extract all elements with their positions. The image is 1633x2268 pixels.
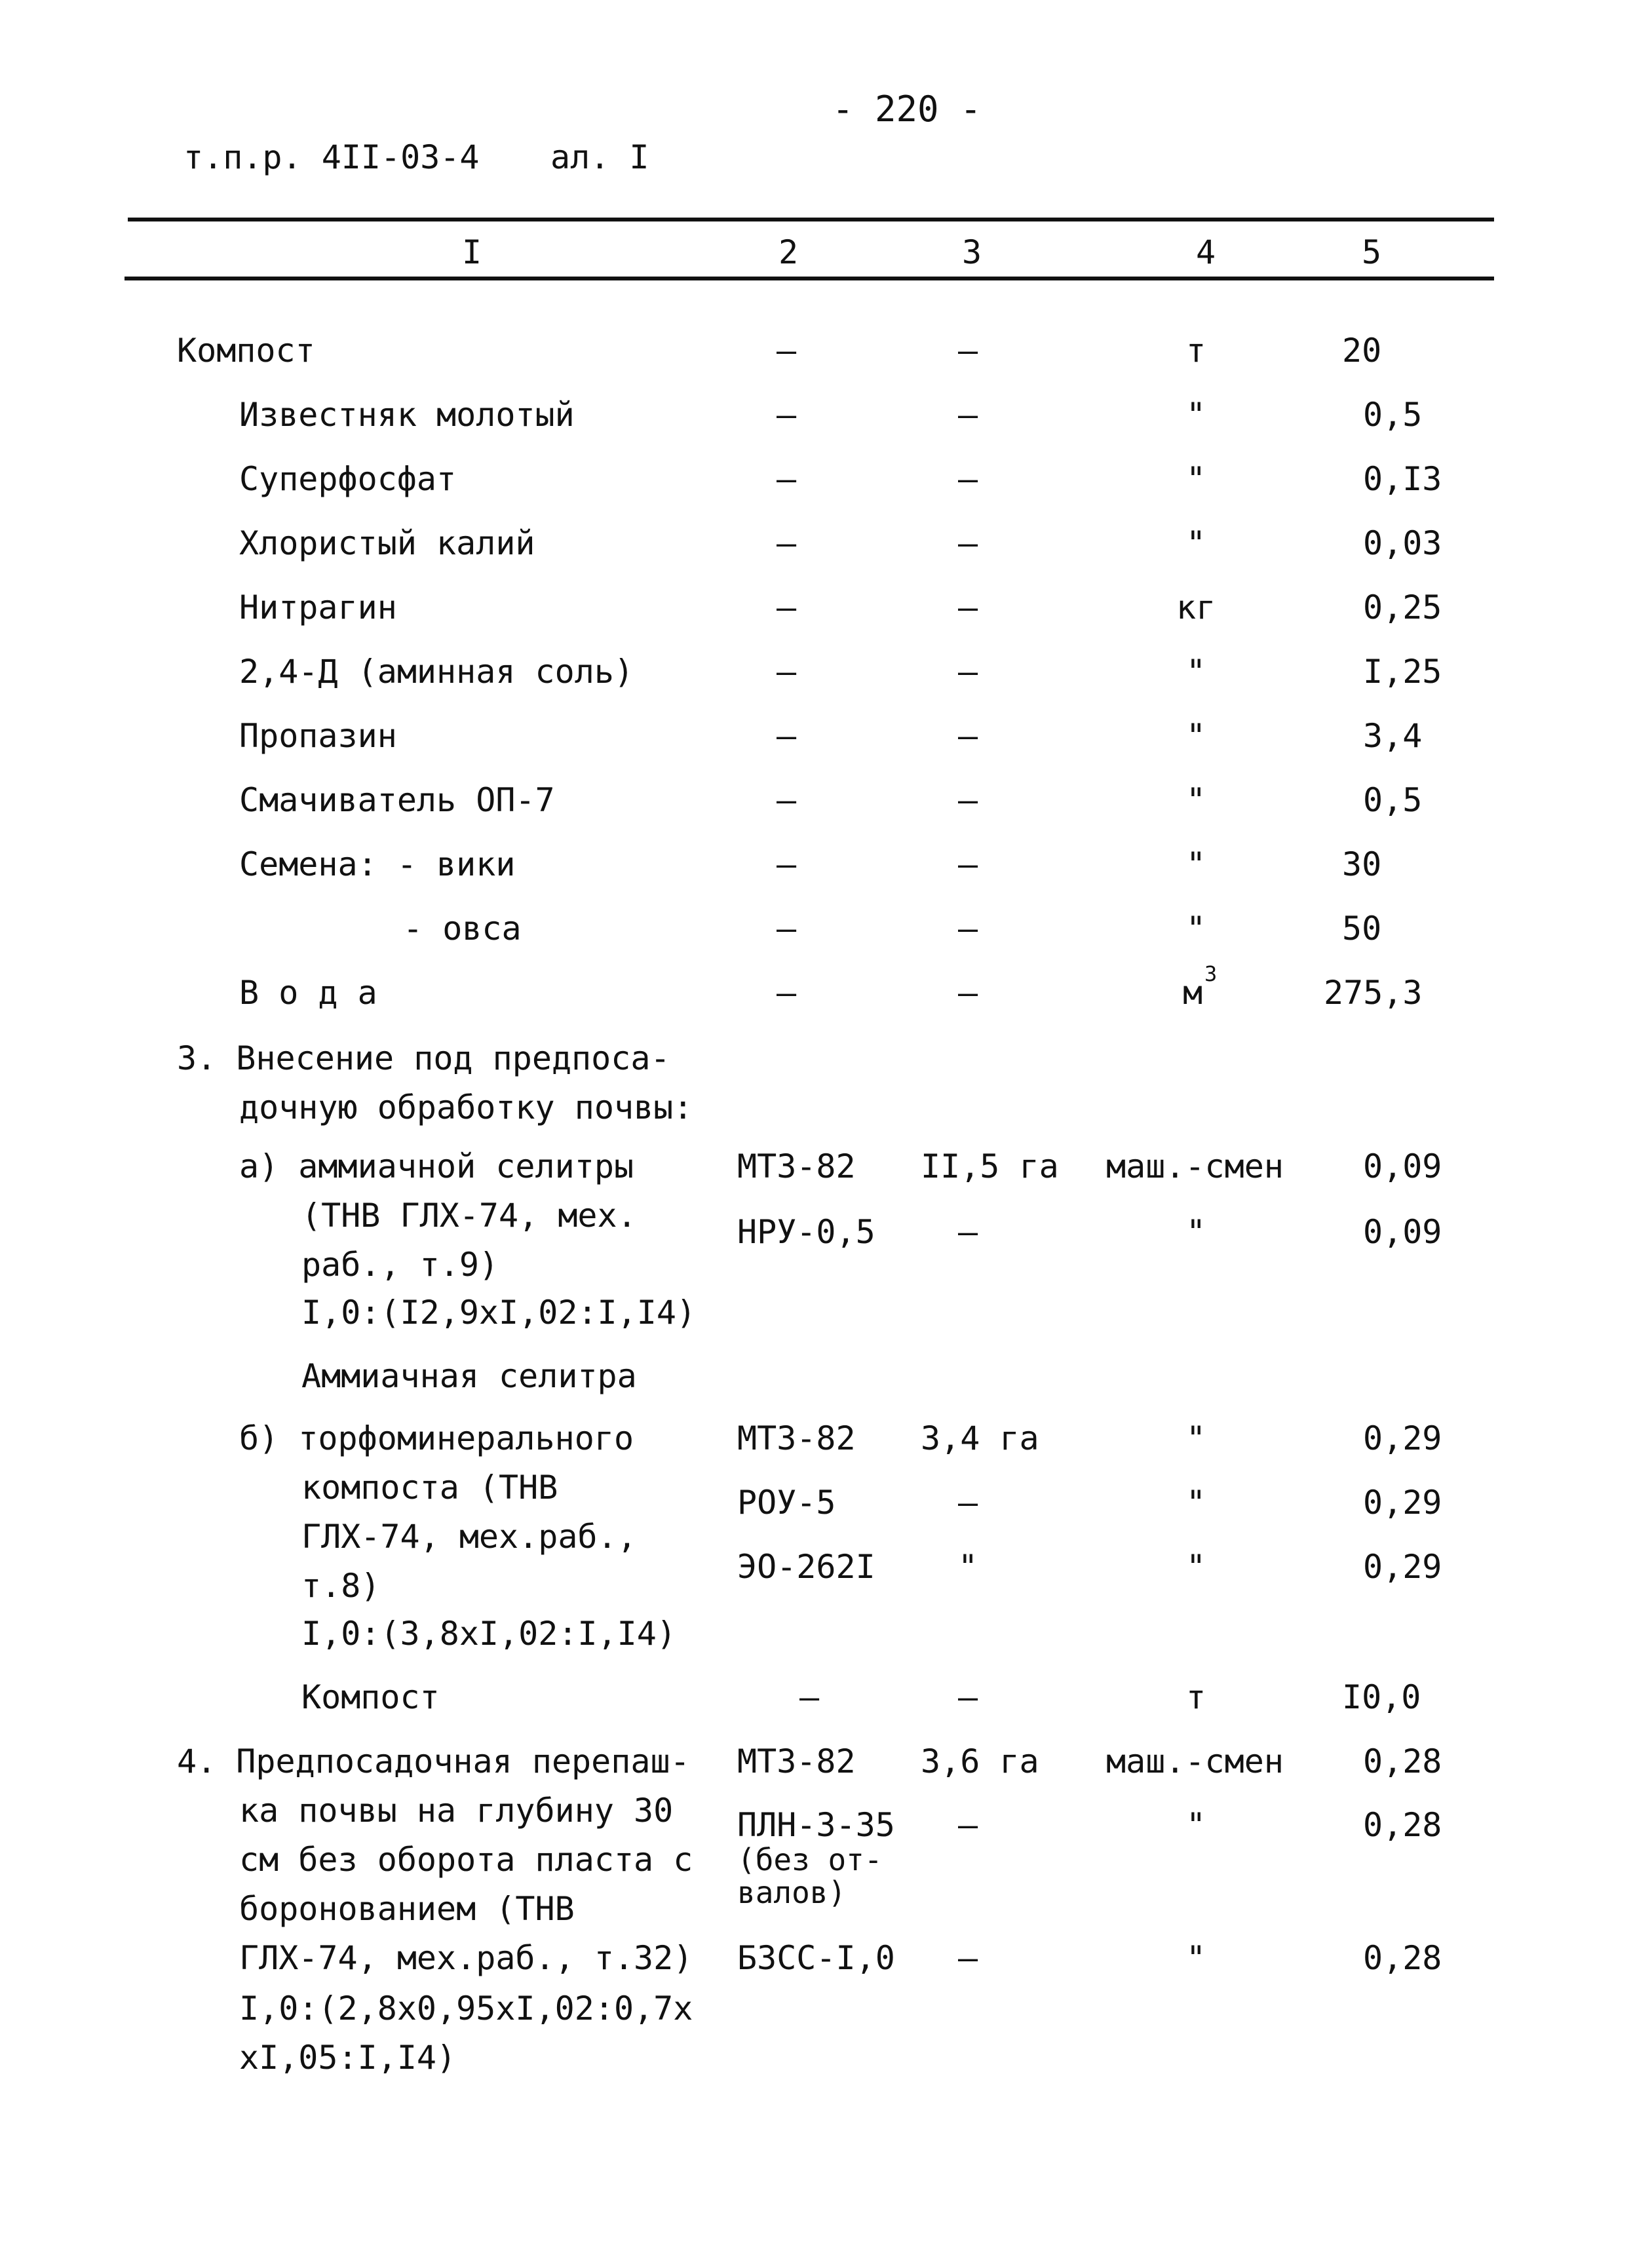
material-amount: 0,03: [1363, 524, 1442, 562]
operation-description: боронованием (ТНВ: [239, 1890, 575, 1928]
material-col3: –: [958, 396, 978, 434]
material-name: Пропазин: [239, 717, 397, 755]
operation-description: (ТНВ ГЛХ-74, мех.: [301, 1197, 637, 1235]
material-amount: 30: [1342, 845, 1382, 883]
column-header-1: I: [462, 233, 482, 271]
material-unit: т: [1186, 1678, 1206, 1716]
unit: маш.-смен: [1106, 1147, 1284, 1185]
material-col3: –: [958, 910, 978, 948]
operation-description: компоста (ТНВ: [301, 1469, 558, 1507]
album-reference: ал. I: [550, 138, 649, 176]
work-volume: 3,6 га: [921, 1742, 1039, 1780]
material-unit: ": [1186, 781, 1206, 819]
column-header-4: 4: [1196, 233, 1216, 271]
unit: ": [1186, 1939, 1206, 1977]
material-amount: I0,0: [1342, 1678, 1421, 1716]
material-col2: –: [777, 332, 797, 370]
material-col2: –: [777, 524, 797, 562]
machine-name: ПЛН-3-35: [737, 1806, 895, 1844]
document-reference: т.п.р. 4II-03-4: [183, 138, 480, 176]
material-name: 2,4-Д (аминная соль): [239, 653, 634, 691]
material-amount: 275,3: [1324, 974, 1423, 1012]
machine-name: МТЗ-82: [737, 1419, 856, 1457]
operation-formula: I,0:(2,8x0,95xI,02:0,7x: [239, 1989, 693, 2028]
header-top-rule: [128, 218, 1494, 221]
material-amount: 3,4: [1363, 717, 1423, 755]
machine-name: ЭО-262I: [737, 1548, 875, 1586]
material-col2: –: [777, 588, 797, 626]
material-amount: 20: [1342, 332, 1382, 370]
work-volume: ": [958, 1548, 978, 1586]
operation-description: 4. Предпосадочная перепаш-: [177, 1742, 690, 1780]
material-unit: кг: [1176, 588, 1216, 626]
unit: ": [1186, 1213, 1206, 1251]
material-unit: ": [1186, 653, 1206, 691]
operation-description: а) аммиачной селитры: [239, 1147, 634, 1185]
material-col2: –: [777, 910, 797, 948]
operation-description: см без оборота пласта с: [239, 1841, 693, 1879]
machine-name: МТЗ-82: [737, 1742, 856, 1780]
machine-note: (без от-: [737, 1842, 883, 1877]
material-name: Семена: - вики: [239, 845, 516, 883]
amount: 0,29: [1363, 1419, 1442, 1457]
material-name: Суперфосфат: [239, 460, 457, 498]
material-col2: –: [777, 396, 797, 434]
material-unit: м: [1183, 974, 1203, 1012]
material-name: Известняк молотый: [239, 396, 575, 434]
material-name: Компост: [301, 1678, 440, 1716]
material-col3: –: [958, 524, 978, 562]
operation-formula: I,0:(3,8xI,02:I,I4): [301, 1615, 676, 1653]
operation-description: б) торфоминерального: [239, 1419, 634, 1457]
material-name: В о д а: [239, 974, 377, 1012]
machine-name: НРУ-0,5: [737, 1213, 875, 1251]
amount: 0,28: [1363, 1806, 1442, 1844]
material-unit: т: [1186, 332, 1206, 370]
unit: маш.-смен: [1106, 1742, 1284, 1780]
material-col2: –: [777, 653, 797, 691]
material-col2: –: [777, 460, 797, 498]
material-col3: –: [958, 845, 978, 883]
material-unit: ": [1186, 396, 1206, 434]
operation-formula: xI,05:I,I4): [239, 2039, 457, 2077]
material-col3: –: [958, 588, 978, 626]
amount: 0,09: [1363, 1213, 1442, 1251]
machine-name: МТЗ-82: [737, 1147, 856, 1185]
work-volume: –: [958, 1806, 978, 1844]
unit: ": [1186, 1419, 1206, 1457]
material-col3: –: [958, 717, 978, 755]
column-header-3: 3: [962, 233, 982, 271]
machine-note: валов): [737, 1875, 847, 1910]
material-unit: ": [1186, 910, 1206, 948]
unit: ": [1186, 1548, 1206, 1586]
material-name: Нитрагин: [239, 588, 397, 626]
material-unit: ": [1186, 717, 1206, 755]
column-header-2: 2: [778, 233, 799, 271]
page-number: - 220 -: [832, 88, 982, 130]
work-volume: 3,4 га: [921, 1419, 1039, 1457]
amount: 0,29: [1363, 1484, 1442, 1522]
amount: 0,28: [1363, 1939, 1442, 1977]
material-amount: I,25: [1363, 653, 1442, 691]
work-volume: II,5 га: [921, 1147, 1059, 1185]
amount: 0,09: [1363, 1147, 1442, 1185]
work-volume: –: [958, 1939, 978, 1977]
material-col2: –: [777, 845, 797, 883]
material-col2: –: [777, 717, 797, 755]
unit: ": [1186, 1806, 1206, 1844]
header-bottom-rule: [125, 277, 1494, 280]
material-col2: –: [777, 974, 797, 1012]
material-amount: 0,I3: [1363, 460, 1442, 498]
machine-name: РОУ-5: [737, 1484, 836, 1522]
material-col3: –: [958, 1678, 978, 1716]
material-amount: 0,25: [1363, 588, 1442, 626]
unit-superscript: 3: [1204, 961, 1218, 986]
material-col2: –: [777, 781, 797, 819]
material-unit: ": [1186, 460, 1206, 498]
material-col3: –: [958, 974, 978, 1012]
section-3-title: 3. Внесение под предпоса-: [177, 1039, 670, 1077]
material-name: Компост: [177, 332, 315, 370]
material-amount: 50: [1342, 910, 1382, 948]
material-amount: 0,5: [1363, 396, 1423, 434]
material-amount: 0,5: [1363, 781, 1423, 819]
column-header-5: 5: [1362, 233, 1382, 271]
section-3-title: дочную обработку почвы:: [239, 1088, 693, 1126]
work-volume: –: [958, 1484, 978, 1522]
material-name: Аммиачная селитра: [301, 1357, 637, 1395]
material-unit: ": [1186, 524, 1206, 562]
material-col3: –: [958, 332, 978, 370]
material-col3: –: [958, 781, 978, 819]
operation-description: раб., т.9): [301, 1246, 499, 1284]
operation-description: ка почвы на глубину 30: [239, 1792, 674, 1830]
unit: ": [1186, 1484, 1206, 1522]
operation-description: ГЛХ-74, мех.раб.,: [301, 1518, 637, 1556]
material-name: Смачиватель ОП-7: [239, 781, 555, 819]
work-volume: –: [958, 1213, 978, 1251]
material-name: Хлористый калий: [239, 524, 535, 562]
material-unit: ": [1186, 845, 1206, 883]
material-col3: –: [958, 460, 978, 498]
operation-description: ГЛХ-74, мех.раб., т.32): [239, 1939, 693, 1977]
machine-name: БЗСС-I,0: [737, 1939, 895, 1977]
operation-description: т.8): [301, 1567, 381, 1605]
material-name: - овса: [403, 910, 522, 948]
material-col3: –: [958, 653, 978, 691]
amount: 0,29: [1363, 1548, 1442, 1586]
material-col2: –: [799, 1678, 820, 1716]
operation-formula: I,0:(I2,9xI,02:I,I4): [301, 1294, 697, 1332]
amount: 0,28: [1363, 1742, 1442, 1780]
